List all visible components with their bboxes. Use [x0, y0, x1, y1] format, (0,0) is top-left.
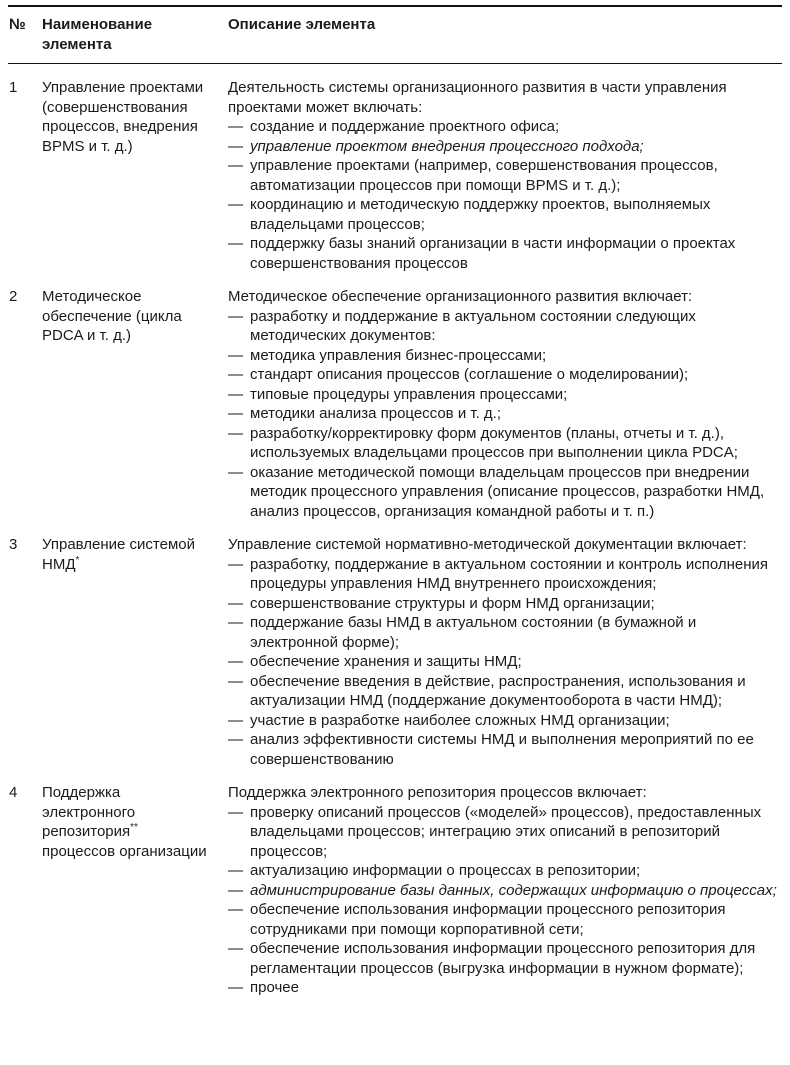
dash-bullet: —	[228, 979, 243, 996]
column-header-number: №	[9, 16, 26, 33]
list-item	[228, 861, 782, 881]
element-name-rest: процессов организации	[42, 842, 207, 860]
element-name-cell	[42, 783, 228, 998]
row-number: 4	[9, 784, 18, 801]
dash-bullet: —	[228, 196, 243, 213]
list-item-text: координацию и методическую поддержку проектов, выполняемых владельцами процессов;	[250, 196, 711, 233]
element-name-text: Управление системой НМД	[42, 536, 196, 573]
element-name-text: Управление проектами (совершенствования процессов, внедрения BPMS и т. д.)	[42, 79, 204, 155]
dash-bullet: —	[228, 731, 243, 748]
dash-bullet: —	[228, 463, 243, 481]
list-item-text: оказание методической помощи владельцам процессов при внедрении методик процессного управления (описание процессов, разработки НМД, анализ процессов, организация командной работы и т. п.)	[250, 463, 765, 520]
list-item	[228, 156, 782, 195]
list-item-text: администрирование базы данных, содержащих информацию о процессах;	[250, 881, 777, 899]
list-item	[228, 463, 782, 522]
table-header-row	[8, 7, 782, 64]
column-header-element-name: Наименование элемента	[42, 16, 153, 53]
table-body	[8, 78, 782, 998]
list-item-text: обеспечение введения в действие, распространения, использования и актуализации НМД (поддержание документооборота в части НМД);	[250, 672, 746, 709]
list-item	[228, 365, 782, 385]
element-name-cell	[42, 287, 228, 521]
list-item	[228, 117, 782, 137]
dash-bullet: —	[228, 385, 243, 403]
list-item-text: создание и поддержание проектного офиса;	[250, 118, 560, 135]
list-item-text: методики анализа процессов и т. д.;	[250, 405, 501, 422]
dash-bullet: —	[228, 653, 243, 670]
element-name-cell	[42, 78, 228, 273]
dash-bullet: —	[228, 614, 243, 631]
dash-bullet: —	[228, 366, 243, 383]
dash-bullet: —	[228, 157, 243, 174]
table-row	[8, 535, 782, 769]
list-item-text: поддержание базы НМД в актуальном состоянии (в бумажной и электронной форме);	[250, 614, 697, 651]
list-item	[228, 594, 782, 614]
list-item	[228, 404, 782, 424]
dash-bullet: —	[228, 862, 243, 879]
element-name-cell	[42, 535, 228, 769]
list-item	[228, 613, 782, 652]
dash-bullet: —	[228, 555, 243, 573]
description-intro: Поддержка электронного репозитория процессов включает:	[228, 784, 647, 801]
dash-bullet: —	[228, 307, 243, 325]
list-item	[228, 555, 782, 594]
list-item	[228, 672, 782, 711]
list-item-text: участие в разработке наиболее сложных НМД организации;	[250, 711, 670, 729]
list-item-text: обеспечение хранения и защиты НМД;	[250, 653, 522, 670]
dash-bullet: —	[228, 118, 243, 135]
list-item	[228, 881, 782, 901]
list-item	[228, 652, 782, 672]
list-item	[228, 234, 782, 273]
list-item-text: обеспечение использования информации процессного репозитория сотрудниками при помощи корпоративной сети;	[250, 901, 726, 938]
list-item-text: стандарт описания процессов (соглашение о моделировании);	[250, 366, 689, 383]
list-item	[228, 803, 782, 862]
list-item	[228, 346, 782, 366]
element-description-cell	[228, 783, 782, 998]
list-item	[228, 939, 782, 978]
list-item	[228, 900, 782, 939]
list-item	[228, 137, 782, 157]
element-description-cell	[228, 535, 782, 769]
footnote-marker: **	[130, 822, 138, 833]
element-name-text: Методическое обеспечение (цикла PDCA и т. д.)	[42, 288, 182, 344]
list-item-text: методика управления бизнес-процессами;	[250, 346, 547, 364]
element-name-text: Поддержка электронного репозитория	[42, 784, 136, 840]
list-item	[228, 978, 782, 998]
list-item-text: разработку/корректировку форм документов (планы, отчеты и т. д.), используемых владельцами процессов при выполнении цикла PDCA;	[250, 424, 738, 461]
list-item	[228, 385, 782, 405]
list-item-text: совершенствование структуры и форм НМД организации;	[250, 594, 655, 612]
row-number: 3	[9, 536, 18, 553]
dash-bullet: —	[228, 901, 243, 918]
list-item-text: разработку и поддержание в актуальном состоянии следующих методических документов:	[250, 307, 696, 344]
description-intro: Деятельность системы организационного развития в части управления проектами может включать:	[228, 79, 727, 116]
dash-bullet: —	[228, 672, 243, 690]
element-description-cell	[228, 287, 782, 521]
dash-bullet: —	[228, 405, 243, 422]
footnote-marker: *	[75, 554, 80, 566]
dash-bullet: —	[228, 940, 243, 957]
dash-bullet: —	[228, 346, 243, 364]
row-number: 2	[9, 288, 18, 305]
table-row	[8, 287, 782, 521]
list-item-text: проверку описаний процессов («моделей» процессов), предоставленных владельцами процессов; интеграцию этих описаний в репозиторий процессов;	[250, 803, 762, 860]
description-intro: Методическое обеспечение организационного развития включает:	[228, 288, 693, 305]
list-item	[228, 424, 782, 463]
dash-bullet: —	[228, 235, 243, 252]
list-item-text: анализ эффективности системы НМД и выполнения мероприятий по ее совершенствованию	[250, 731, 754, 768]
dash-bullet: —	[228, 881, 243, 899]
list-item-text: типовые процедуры управления процессами;	[250, 385, 568, 403]
list-item	[228, 307, 782, 346]
list-item	[228, 195, 782, 234]
table-row	[8, 78, 782, 273]
list-item-text: управление проектом внедрения процессного подхода;	[250, 137, 644, 155]
dash-bullet: —	[228, 594, 243, 612]
dash-bullet: —	[228, 137, 243, 155]
column-header-element-description: Описание элемента	[228, 16, 376, 33]
list-item-text: разработку, поддержание в актуальном состоянии и контроль исполнения процедуры управления НМД внутреннего происхождения;	[250, 555, 769, 592]
dash-bullet: —	[228, 803, 243, 821]
list-item	[228, 730, 782, 769]
responsibilities-table	[8, 5, 782, 998]
table-row	[8, 783, 782, 998]
dash-bullet: —	[228, 424, 243, 442]
list-item-text: актуализацию информации о процессах в репозитории;	[250, 862, 641, 879]
list-item-text: прочее	[250, 979, 299, 996]
list-item	[228, 711, 782, 731]
row-number: 1	[9, 79, 18, 96]
list-item-text: обеспечение использования информации процессного репозитория для регламентации процессов (выгрузка информации в нужном формате);	[250, 940, 756, 977]
description-intro: Управление системой нормативно-методической документации включает:	[228, 536, 747, 553]
list-item-text: управление проектами (например, совершенствования процессов, автоматизации процессов при помощи BPMS и т. д.);	[250, 157, 718, 194]
dash-bullet: —	[228, 711, 243, 729]
list-item-text: поддержку базы знаний организации в части информации о проектах совершенствования процессов	[250, 235, 736, 272]
element-description-cell	[228, 78, 782, 273]
